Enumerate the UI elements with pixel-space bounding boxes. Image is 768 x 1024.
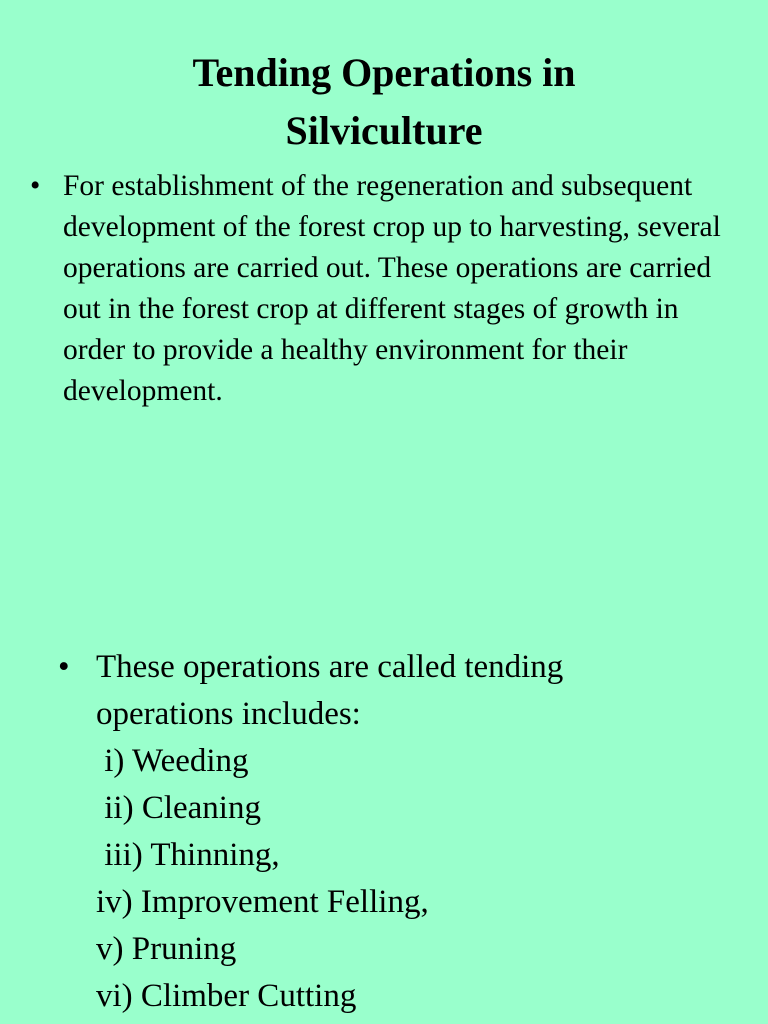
list-item: iv) Improvement Felling,: [96, 884, 429, 920]
operations-block: [96, 644, 748, 1020]
list-item: iii) Thinning,: [96, 837, 280, 873]
bullet-paragraph: [30, 166, 740, 412]
bullet-dot: •: [30, 170, 41, 202]
list-item: vi) Climber Cutting: [96, 978, 357, 1014]
bullet-dot: •: [58, 649, 70, 685]
list-item: ii) Cleaning: [96, 790, 261, 826]
paragraph-text: For establishment of the regeneration and subsequent development of the forest crop up to harvesting, several operations are carried out. These operations are carried out in the forest crop at different stages of growth in order to provide a healthy environment for their development.: [63, 170, 721, 407]
bullet-operations: [58, 644, 748, 1020]
list-item: v) Pruning: [96, 931, 237, 967]
list-item: i) Weeding: [96, 743, 249, 779]
operations-intro-line-1: These operations are called tending: [96, 649, 564, 685]
slide-title: [0, 44, 768, 160]
slide-title-line-2: Silviculture: [285, 108, 483, 153]
slide-title-line-1: Tending Operations in: [192, 50, 576, 95]
operations-intro-line-2: operations includes:: [96, 696, 361, 732]
operations-list: [96, 738, 748, 1020]
